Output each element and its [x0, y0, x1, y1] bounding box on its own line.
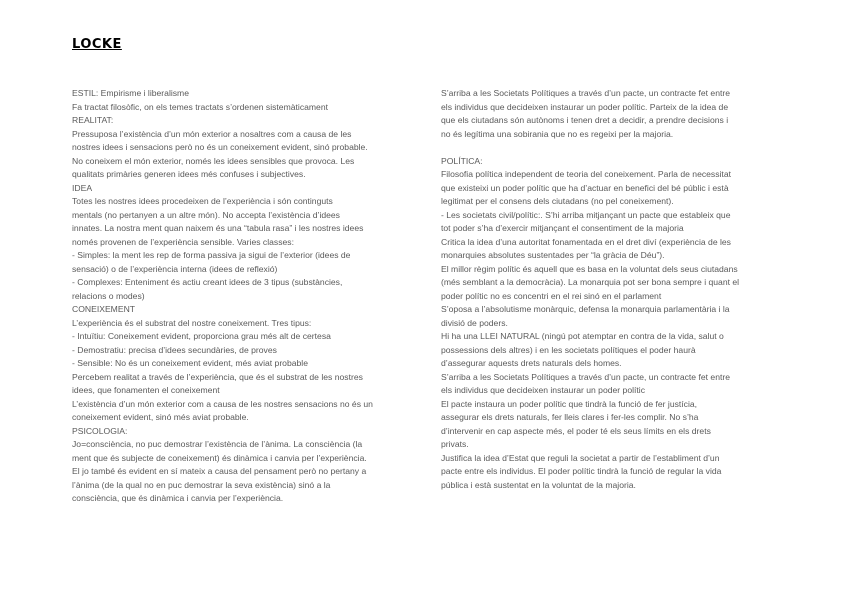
text-line: l’ànima (de la qual no en puc demostrar la seva existència) sinó a la — [72, 479, 331, 490]
text-line: ment que és subjecte de coneixement) és dinàmica i canvia per l’experiència. — [72, 452, 367, 463]
text-line: (més semblant a la democràcia). La monarquia pot ser bona sempre i quant el — [441, 277, 740, 287]
text-line: idees, que fonamenten el coneixement — [72, 385, 220, 395]
text-line: - Demostratiu: precisa d’idees secundàries, de proves — [72, 344, 277, 355]
text-line: que els ciutadans són autònoms i tenen dret a decidir, a prendre decisions i — [441, 115, 729, 125]
text-line: L’existència d’un món exterior com a causa de les nostres sensacions no és un — [72, 398, 373, 409]
text-line: CONEIXEMENT — [72, 304, 136, 314]
text-line: pacte entre els individus. El poder polític tindrà la funció de regular la vida — [441, 466, 722, 476]
text-line: PSICOLOGIA: — [72, 425, 128, 436]
text-line: Critica la idea d’una autoritat fonamentada en el dret diví (experiència de les — [441, 236, 731, 247]
text-line: mentals (no pertanyen a un altre món). No accepta l’existència d’idees — [72, 209, 340, 220]
text-line: Hi ha una LLEI NATURAL (ningú pot atemptar en contra de la vida, salut o — [441, 331, 724, 341]
text-line: REALITAT: — [72, 115, 114, 125]
text-line: IDEA — [72, 182, 93, 193]
text-line: coneixement evident, sinó més aviat probable. — [72, 412, 249, 422]
text-line: assegurar els drets naturals, fer lleis clares i fer-les complir. No s’ha — [441, 412, 699, 422]
text-line: - Sensible: No és un coneixement evident, més aviat probable — [72, 358, 308, 368]
text-line: - Complexes: Enteniment és actiu creant idees de 3 tipus (substàncies, — [72, 277, 343, 287]
text-line: pública i està sustentat en la voluntat de la majoria. — [441, 479, 636, 490]
text-line: Fa tractat filosòfic, on els temes tractats s’ordenen sistemàticament — [72, 101, 329, 112]
text-line: Jo=consciència, no puc demostrar l’existència de l’ànima. La consciència (la — [72, 439, 363, 449]
text-line: S’oposa a l’absolutisme monàrquic, defensa la monarquia parlamentària i la — [441, 304, 730, 314]
text-line: L’experiència és el substrat del nostre coneixement. Tres tipus: — [72, 317, 312, 328]
text-line: El jo també és evident en sí mateix a causa del pensament però no pertany a — [72, 466, 367, 476]
text-line: els individus que decideixen instaurar un poder polític — [441, 385, 645, 395]
text-line: - Simples: la ment les rep de forma passiva ja sigui de l’exterior (idees de — [72, 250, 351, 260]
text-line: - Intuïtiu: Coneixement evident, proporciona grau més alt de certesa — [72, 331, 331, 341]
text-line: poder polític no es concentri en el rei sinó en el parlament — [441, 290, 662, 301]
text-line: monarquies absolutes sustentades per “la gràcia de Déu”). — [441, 250, 665, 260]
text-line: ESTIL: Empirisme i liberalisme — [72, 88, 189, 98]
text-line: Pressuposa l’existència d’un món exterior a nosaltres com a causa de les — [72, 128, 352, 139]
text-line: El pacte instaura un poder polític que tindrà la funció de fer justícia, — [441, 398, 698, 409]
text-line: POLÍTICA: — [441, 155, 483, 166]
text-line: sensació) o de l’experiència interna (idees de reflexió) — [72, 263, 278, 274]
text-line: els individus que decideixen instaurar un poder polític. Parteix de la idea de — [441, 101, 729, 112]
text-line: qualitats primàries generen idees més confuses i subjectives. — [72, 169, 306, 179]
text-line: S’arriba a les Societats Polítiques a través d’un pacte, un contracte fet entre — [441, 371, 731, 382]
text-line: consciència, que és dinàmica i canvia per l’experiència. — [72, 493, 284, 503]
text-line: d’intervenir en cap aspecte més, el poder té els seus límits en els drets — [441, 425, 711, 436]
text-line: privats. — [441, 439, 469, 449]
text-line: Justifica la idea d’Estat que reguli la societat a partir de l’establiment d’un — [441, 452, 720, 463]
right-column — [441, 87, 786, 492]
left-column — [72, 87, 417, 506]
text-line: només provenen de l’experiència sensible. Varies classes: — [72, 236, 294, 247]
text-line: relacions o modes) — [72, 290, 145, 301]
text-line: innates. La nostra ment quan naixem és una “tabula rasa” i les nostres idees — [72, 223, 364, 233]
text-line: que existeixi un poder polític que ha d’actuar en benefici del bé públic i està — [441, 182, 729, 193]
text-line: divisió de poders. — [441, 317, 508, 328]
text-line: El millor règim polític és aquell que es basa en la voluntat dels seus ciutadans — [441, 263, 738, 274]
text-line: legitimat per el consens dels ciutadans (no pel coneixement). — [441, 196, 674, 206]
document-title: LOCKE — [72, 37, 122, 52]
text-line: Totes les nostres idees procedeixen de l’experiència i són continguts — [72, 196, 333, 206]
text-line: d’assegurar aquests drets naturals dels homes. — [441, 358, 622, 368]
blank-line — [441, 141, 786, 155]
text-line: - Les societats civil/polític:. S’hi arriba mitjançant un pacte que estableix que — [441, 209, 731, 220]
text-line: tot poder s’ha d’exercir mitjançant el consentiment de la majoria — [441, 223, 684, 233]
text-line: possessions dels altres) i en les societats polítiques el poder haurà — [441, 344, 696, 355]
text-line: no és legítima una sobirania que no es regeixi per la majoria. — [441, 128, 674, 139]
text-line: S’arriba a les Societats Polítiques a través d’un pacte, un contracte fet entre — [441, 88, 731, 98]
text-line: Filosofia política independent de teoria del coneixement. Parla de necessitat — [441, 169, 731, 179]
text-line: No coneixem el món exterior, només les idees sensibles que provoca. Les — [72, 155, 355, 166]
text-line: Percebem realitat a través de l’experiència, que és el substrat de les nostres — [72, 371, 363, 382]
text-line: nostres idees i sensacions però no és un coneixement evident, sinó probable. — [72, 142, 368, 152]
